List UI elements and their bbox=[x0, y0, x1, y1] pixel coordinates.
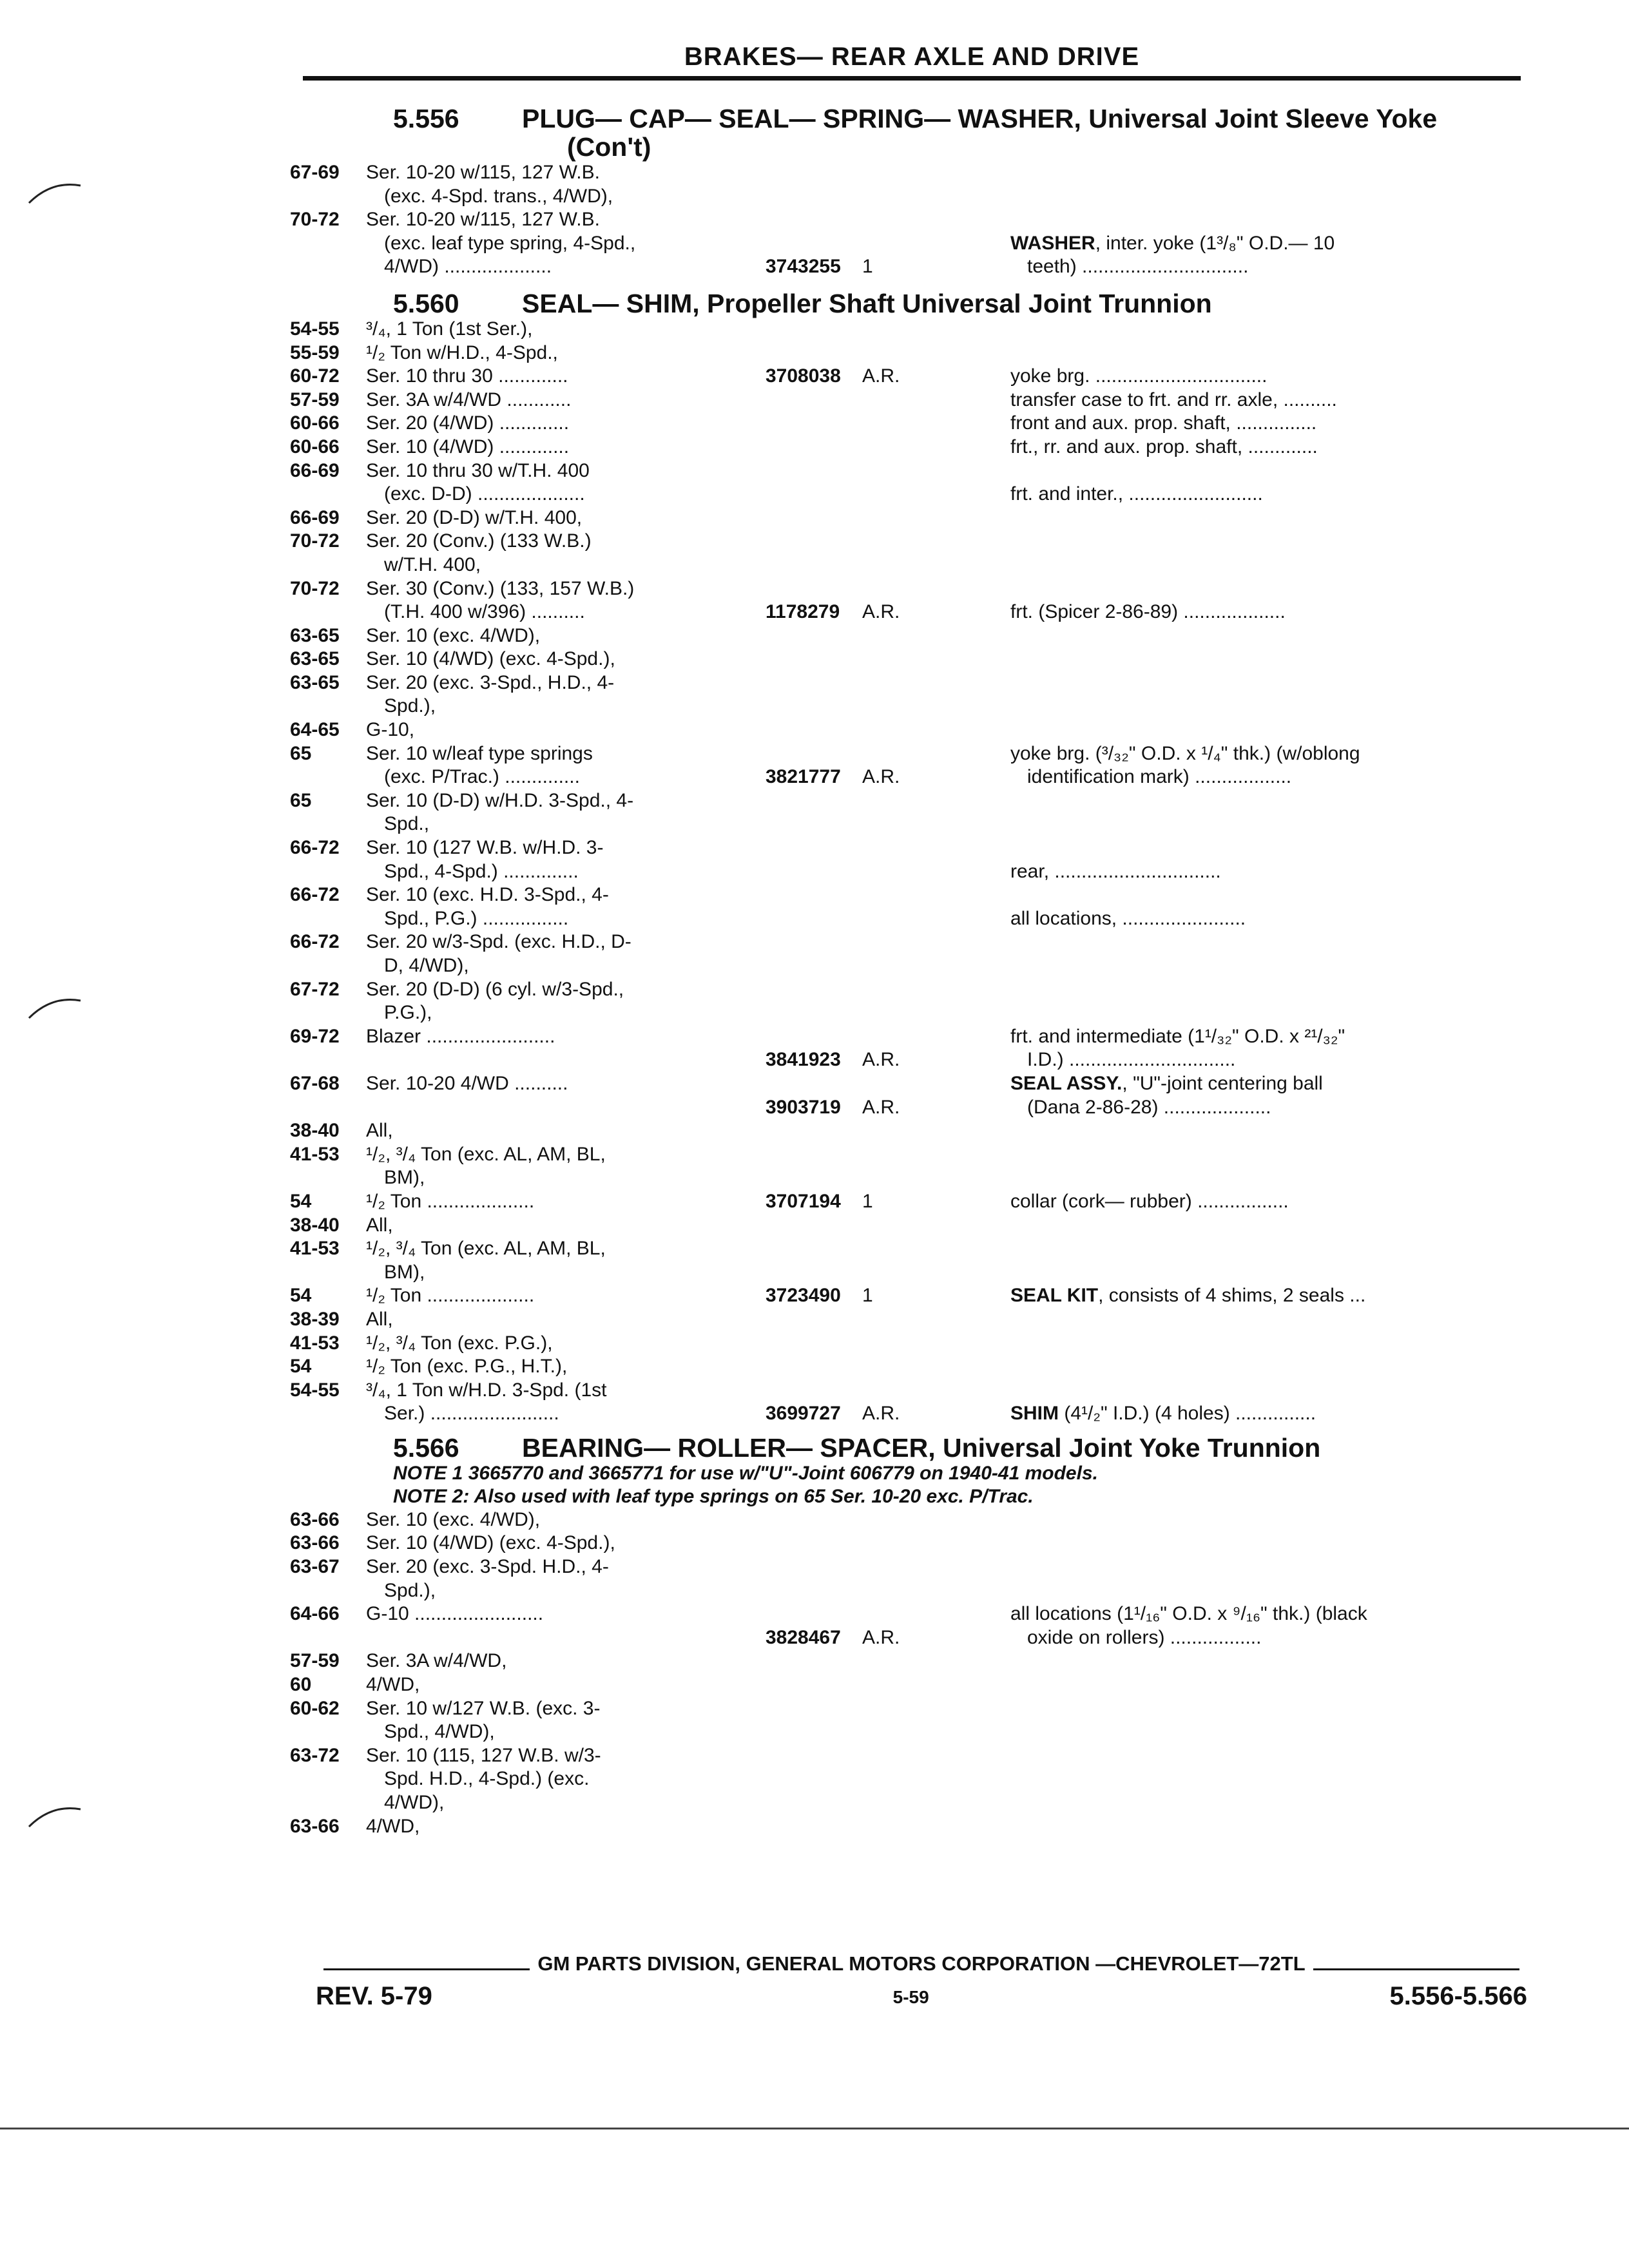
model-description bbox=[366, 1072, 701, 1096]
model-line: Spd. H.D., 4-Spd.) (exc. bbox=[384, 1768, 590, 1790]
part-description bbox=[1010, 1284, 1487, 1308]
footer-publisher: GM PARTS DIVISION, GENERAL MOTORS CORPORATION —CHEVROLET—72TL bbox=[537, 1952, 1306, 1975]
model-line: Ser. 10 (4/WD) (exc. 4-Spd.), bbox=[366, 1532, 615, 1554]
section-number: 5.556 bbox=[393, 104, 459, 133]
year-range: 70-72 bbox=[290, 577, 340, 599]
model-line: Ser. 10-20 w/115, 127 W.B. bbox=[366, 209, 600, 231]
part-description bbox=[1010, 1402, 1487, 1426]
table-row bbox=[290, 1214, 1527, 1238]
model-description bbox=[366, 459, 701, 506]
model-description bbox=[366, 412, 701, 436]
model-description bbox=[366, 930, 701, 977]
section-heading bbox=[290, 104, 1527, 161]
model-line: ¹/₂, ³/₄ Ton (exc. P.G.), bbox=[366, 1332, 553, 1354]
model-line: ¹/₂, ³/₄ Ton (exc. AL, AM, BL, bbox=[366, 1143, 606, 1165]
model-description bbox=[366, 1815, 701, 1839]
description-line: WASHER, inter. yoke (1³/₈" O.D.— 10 bbox=[1010, 232, 1335, 254]
model-line: Ser. 10 (exc. 4/WD), bbox=[366, 624, 541, 646]
section-5566 bbox=[290, 1434, 1527, 1838]
model-description bbox=[366, 1744, 701, 1815]
year-range: 38-40 bbox=[290, 1120, 340, 1142]
model-line: Ser. 30 (Conv.) (133, 157 W.B.) bbox=[366, 577, 635, 599]
section-heading bbox=[290, 289, 1527, 318]
year-range: 41-53 bbox=[290, 1332, 340, 1354]
section-title-text: BEARING— ROLLER— SPACER, Universal Joint Yoke Trunnion bbox=[522, 1432, 1321, 1463]
year-range: 63-66 bbox=[290, 1508, 340, 1530]
year-range: 38-40 bbox=[290, 1214, 340, 1236]
part-description bbox=[1010, 365, 1487, 389]
year-range: 66-72 bbox=[290, 931, 340, 953]
section-title-text: PLUG— CAP— SEAL— SPRING— WASHER, Universal Joint Sleeve Yoke bbox=[522, 104, 1438, 133]
model-line: Blazer ........................ bbox=[366, 1025, 555, 1047]
part-description bbox=[1010, 232, 1487, 279]
quantity: A.R. bbox=[862, 766, 900, 788]
part-description bbox=[1010, 601, 1487, 624]
description-line: SEAL KIT, consists of 4 shims, 2 seals ... bbox=[1010, 1285, 1366, 1307]
model-line: Ser. 10-20 4/WD .......... bbox=[366, 1072, 568, 1094]
footer-bottom bbox=[316, 1982, 1527, 2011]
model-line: G-10, bbox=[366, 719, 415, 741]
catalog-content bbox=[290, 97, 1527, 1838]
table-row bbox=[290, 1119, 1527, 1143]
year-range: 67-72 bbox=[290, 978, 340, 1000]
part-description bbox=[1010, 1190, 1487, 1214]
description-line: rear, ............................... bbox=[1010, 860, 1221, 882]
table-row bbox=[290, 341, 1527, 365]
table-row bbox=[290, 1744, 1527, 1815]
model-line: Spd., P.G.) ................ bbox=[384, 907, 569, 929]
model-line: (exc. leaf type spring, 4-Spd., bbox=[384, 232, 636, 254]
year-range: 60 bbox=[290, 1674, 312, 1696]
description-line: transfer case to frt. and rr. axle, .......... bbox=[1010, 389, 1337, 410]
part-description bbox=[1010, 742, 1487, 789]
model-line: Ser. 10 (exc. H.D. 3-Spd., 4- bbox=[366, 884, 609, 906]
description-line: identification mark) .................. bbox=[1027, 766, 1292, 788]
year-range: 60-62 bbox=[290, 1697, 340, 1719]
section-continued: (Con't) bbox=[567, 132, 651, 162]
model-description bbox=[366, 978, 701, 1025]
table-row bbox=[290, 671, 1527, 718]
model-line: ¹/₂ Ton .................... bbox=[366, 1285, 535, 1307]
quantity: A.R. bbox=[862, 1049, 900, 1071]
model-line: Ser. 10 thru 30 w/T.H. 400 bbox=[366, 459, 590, 481]
table-row bbox=[290, 1308, 1527, 1332]
part-description bbox=[1010, 1072, 1487, 1119]
model-line: Spd.), bbox=[384, 695, 436, 717]
model-description bbox=[366, 1190, 701, 1214]
quantity: A.R. bbox=[862, 1403, 900, 1425]
year-range: 63-72 bbox=[290, 1744, 340, 1766]
model-line: ¹/₂, ³/₄ Ton (exc. AL, AM, BL, bbox=[366, 1238, 606, 1260]
model-description bbox=[366, 789, 701, 836]
table-row bbox=[290, 1673, 1527, 1697]
year-range: 66-72 bbox=[290, 884, 340, 906]
part-number: 3699727 bbox=[766, 1403, 841, 1425]
part-description bbox=[1010, 483, 1487, 506]
model-line: All, bbox=[366, 1308, 393, 1330]
model-line: Spd., bbox=[384, 813, 430, 835]
model-description bbox=[366, 671, 701, 718]
table-row bbox=[290, 1697, 1527, 1744]
year-range: 63-65 bbox=[290, 648, 340, 670]
model-description bbox=[366, 530, 701, 577]
model-description bbox=[366, 1379, 701, 1426]
model-description bbox=[366, 742, 701, 789]
model-description bbox=[366, 365, 701, 389]
model-line: Ser. 20 (D-D) (6 cyl. w/3-Spd., bbox=[366, 978, 624, 1000]
model-line: Ser. 10 (127 W.B. w/H.D. 3- bbox=[366, 837, 604, 859]
model-description bbox=[366, 161, 701, 208]
year-range: 67-69 bbox=[290, 162, 340, 183]
year-range: 57-59 bbox=[290, 1650, 340, 1672]
model-description bbox=[366, 718, 701, 742]
year-range: 60-72 bbox=[290, 365, 340, 387]
model-line: (exc. P/Trac.) .............. bbox=[384, 766, 580, 788]
model-description bbox=[366, 1649, 701, 1673]
parts-table bbox=[290, 161, 1527, 279]
table-row bbox=[290, 1379, 1527, 1426]
punch-hole-mark-1 bbox=[26, 180, 84, 206]
model-line: Ser. 20 (exc. 3-Spd., H.D., 4- bbox=[366, 671, 615, 693]
model-line: (exc. 4-Spd. trans., 4/WD), bbox=[384, 185, 613, 207]
table-row bbox=[290, 624, 1527, 648]
year-range: 64-66 bbox=[290, 1603, 340, 1625]
punch-hole-mark-3 bbox=[26, 1804, 84, 1830]
model-line: G-10 ........................ bbox=[366, 1603, 544, 1625]
model-line: Ser. 10 (4/WD) (exc. 4-Spd.), bbox=[366, 648, 615, 670]
model-line: ³/₄, 1 Ton (1st Ser.), bbox=[366, 318, 533, 340]
model-description bbox=[366, 208, 701, 279]
quantity: A.R. bbox=[862, 1626, 900, 1648]
year-range: 60-66 bbox=[290, 412, 340, 434]
table-row bbox=[290, 789, 1527, 836]
model-description bbox=[366, 1355, 701, 1379]
year-range: 67-68 bbox=[290, 1072, 340, 1094]
model-line: ³/₄, 1 Ton w/H.D. 3-Spd. (1st bbox=[366, 1379, 607, 1401]
model-description bbox=[366, 1308, 701, 1332]
table-row bbox=[290, 208, 1527, 279]
description-line: front and aux. prop. shaft, ............... bbox=[1010, 412, 1317, 434]
year-range: 63-66 bbox=[290, 1532, 340, 1554]
year-range: 66-69 bbox=[290, 506, 340, 528]
model-description bbox=[366, 341, 701, 365]
table-row bbox=[290, 1143, 1527, 1190]
table-row bbox=[290, 1025, 1527, 1072]
table-row bbox=[290, 836, 1527, 883]
year-range: 41-53 bbox=[290, 1143, 340, 1165]
model-description bbox=[366, 1332, 701, 1356]
description-line: SHIM (4¹/₂" I.D.) (4 holes) ............... bbox=[1010, 1403, 1316, 1425]
model-description bbox=[366, 624, 701, 648]
table-row bbox=[290, 577, 1527, 624]
part-number: 3903719 bbox=[766, 1096, 841, 1118]
model-line: P.G.), bbox=[384, 1002, 432, 1024]
description-line: frt. and intermediate (1¹/₃₂" O.D. x ²¹/₃₂" bbox=[1010, 1025, 1345, 1047]
model-line: Ser. 3A w/4/WD, bbox=[366, 1650, 507, 1672]
part-description bbox=[1010, 860, 1487, 884]
description-line: oxide on rollers) ................. bbox=[1027, 1626, 1262, 1648]
model-line: Spd., 4/WD), bbox=[384, 1721, 495, 1743]
part-description bbox=[1010, 1025, 1487, 1072]
punch-hole-mark-2 bbox=[26, 995, 84, 1021]
year-range: 55-59 bbox=[290, 341, 340, 363]
table-row bbox=[290, 883, 1527, 930]
year-range: 65 bbox=[290, 742, 312, 764]
model-description bbox=[366, 436, 701, 459]
model-line: Ser. 10 (115, 127 W.B. w/3- bbox=[366, 1744, 601, 1766]
footer-rule-right bbox=[1313, 1956, 1519, 1970]
year-range: 54-55 bbox=[290, 1379, 340, 1401]
model-line: D, 4/WD), bbox=[384, 955, 469, 976]
model-description bbox=[366, 318, 701, 341]
part-name: SEAL KIT bbox=[1010, 1285, 1099, 1307]
table-row bbox=[290, 1815, 1527, 1839]
section-notes bbox=[290, 1462, 1527, 1508]
part-number: 3841923 bbox=[766, 1049, 841, 1071]
table-row bbox=[290, 648, 1527, 671]
model-line: 4/WD), bbox=[384, 1792, 445, 1813]
model-line: Ser. 20 (4/WD) ............. bbox=[366, 412, 570, 434]
model-line: Ser. 20 w/3-Spd. (exc. H.D., D- bbox=[366, 931, 631, 953]
model-description bbox=[366, 1119, 701, 1143]
part-name: SHIM bbox=[1010, 1403, 1059, 1425]
part-number: 3828467 bbox=[766, 1626, 841, 1648]
year-range: 60-66 bbox=[290, 436, 340, 457]
table-row bbox=[290, 978, 1527, 1025]
table-row bbox=[290, 318, 1527, 341]
model-description bbox=[366, 389, 701, 412]
quantity: A.R. bbox=[862, 365, 900, 387]
year-range: 63-67 bbox=[290, 1556, 340, 1578]
quantity: A.R. bbox=[862, 601, 900, 623]
model-line: Ser. 3A w/4/WD ............ bbox=[366, 389, 572, 410]
description-line: (Dana 2-86-28) .................... bbox=[1027, 1096, 1271, 1118]
table-row bbox=[290, 412, 1527, 436]
table-row bbox=[290, 742, 1527, 789]
model-line: BM), bbox=[384, 1167, 425, 1189]
year-range: 63-66 bbox=[290, 1815, 340, 1837]
year-range: 69-72 bbox=[290, 1025, 340, 1047]
model-description bbox=[366, 506, 701, 530]
year-range: 38-39 bbox=[290, 1308, 340, 1330]
note-2: NOTE 2: Also used with leaf type springs on 65 Ser. 10-20 exc. P/Trac. bbox=[393, 1485, 1034, 1507]
table-row bbox=[290, 161, 1527, 208]
model-description bbox=[366, 1214, 701, 1238]
part-name: WASHER bbox=[1010, 232, 1095, 254]
year-range: 54-55 bbox=[290, 318, 340, 340]
model-line: 4/WD, bbox=[366, 1815, 420, 1837]
quantity: 1 bbox=[862, 256, 873, 278]
model-description bbox=[366, 883, 701, 930]
page-header bbox=[303, 39, 1521, 81]
table-row bbox=[290, 718, 1527, 742]
table-row bbox=[290, 365, 1527, 389]
year-range: 64-65 bbox=[290, 719, 340, 741]
description-line: teeth) ............................... bbox=[1027, 256, 1249, 278]
model-line: w/T.H. 400, bbox=[384, 553, 481, 575]
model-description bbox=[366, 1237, 701, 1284]
description-line: frt. (Spicer 2-86-89) ................... bbox=[1010, 601, 1286, 623]
year-range: 63-65 bbox=[290, 671, 340, 693]
model-description bbox=[366, 1555, 701, 1602]
description-line: all locations, ....................... bbox=[1010, 907, 1246, 929]
year-range: 66-72 bbox=[290, 837, 340, 859]
model-line: ¹/₂ Ton w/H.D., 4-Spd., bbox=[366, 341, 558, 363]
section-5560 bbox=[290, 289, 1527, 1426]
section-5556 bbox=[290, 104, 1527, 279]
table-row bbox=[290, 1284, 1527, 1308]
year-range: 66-69 bbox=[290, 459, 340, 481]
table-row bbox=[290, 1072, 1527, 1119]
part-description bbox=[1010, 1602, 1487, 1649]
footer-rule-left bbox=[323, 1956, 530, 1970]
table-row bbox=[290, 1332, 1527, 1356]
part-description bbox=[1010, 412, 1487, 436]
footer-publisher-line bbox=[316, 1952, 1527, 1975]
model-line: Ser. 10 (4/WD) ............. bbox=[366, 436, 570, 457]
parts-table bbox=[290, 1508, 1527, 1838]
year-range: 65 bbox=[290, 789, 312, 811]
part-description bbox=[1010, 436, 1487, 459]
year-range: 41-53 bbox=[290, 1238, 340, 1260]
page-number: 5-59 bbox=[892, 1987, 929, 2007]
table-row bbox=[290, 1555, 1527, 1602]
model-description bbox=[366, 1697, 701, 1744]
model-description bbox=[366, 1284, 701, 1308]
section-title bbox=[522, 104, 1527, 161]
table-row bbox=[290, 1649, 1527, 1673]
model-line: Ser. 10 w/leaf type springs bbox=[366, 742, 593, 764]
model-line: Spd.), bbox=[384, 1579, 436, 1601]
table-row bbox=[290, 506, 1527, 530]
table-row bbox=[290, 1190, 1527, 1214]
model-description bbox=[366, 577, 701, 624]
model-description bbox=[366, 1025, 701, 1049]
model-description bbox=[366, 836, 701, 883]
note-1: NOTE 1 3665770 and 3665771 for use w/"U"-Joint 606779 on 1940-41 models. bbox=[393, 1462, 1098, 1484]
quantity: 1 bbox=[862, 1285, 873, 1307]
model-line: Ser.) ........................ bbox=[384, 1403, 559, 1425]
model-description bbox=[366, 1602, 701, 1626]
part-number: 1178279 bbox=[766, 601, 840, 623]
bottom-rule bbox=[0, 2128, 1629, 2129]
table-row bbox=[290, 1355, 1527, 1379]
model-description bbox=[366, 1508, 701, 1532]
part-number: 3743255 bbox=[766, 256, 841, 278]
section-number: 5.560 bbox=[393, 288, 459, 318]
model-line: Ser. 10 thru 30 ............. bbox=[366, 365, 568, 387]
table-row bbox=[290, 1508, 1527, 1532]
year-range: 63-65 bbox=[290, 624, 340, 646]
table-row bbox=[290, 930, 1527, 977]
year-range: 70-72 bbox=[290, 209, 340, 231]
table-row bbox=[290, 530, 1527, 577]
model-line: ¹/₂ Ton (exc. P.G., H.T.), bbox=[366, 1356, 568, 1378]
model-line: 4/WD) .................... bbox=[384, 256, 552, 278]
model-line: Ser. 10 w/127 W.B. (exc. 3- bbox=[366, 1697, 601, 1719]
description-line: all locations (1¹/₁₆" O.D. x ⁹/₁₆" thk.) (black bbox=[1010, 1603, 1367, 1625]
year-range: 70-72 bbox=[290, 530, 340, 552]
year-range: 54 bbox=[290, 1190, 312, 1212]
model-description bbox=[366, 1532, 701, 1555]
description-line: frt., rr. and aux. prop. shaft, ............. bbox=[1010, 436, 1318, 457]
part-number: 3723490 bbox=[766, 1285, 841, 1307]
model-line: ¹/₂ Ton .................... bbox=[366, 1190, 535, 1212]
model-line: (T.H. 400 w/396) .......... bbox=[384, 601, 585, 623]
page-title: BRAKES— REAR AXLE AND DRIVE bbox=[684, 43, 1140, 71]
table-row bbox=[290, 1532, 1527, 1555]
table-row bbox=[290, 1237, 1527, 1284]
part-description bbox=[1010, 389, 1487, 412]
model-line: (exc. D-D) .................... bbox=[384, 483, 585, 505]
model-description bbox=[366, 1673, 701, 1697]
model-line: Spd., 4-Spd.) .............. bbox=[384, 860, 579, 882]
part-name: SEAL ASSY. bbox=[1010, 1072, 1123, 1094]
description-line: frt. and inter., ......................... bbox=[1010, 483, 1263, 505]
part-number: 3821777 bbox=[766, 766, 841, 788]
table-row bbox=[290, 436, 1527, 459]
description-line: SEAL ASSY., "U"-joint centering ball bbox=[1010, 1072, 1323, 1094]
section-range: 5.556-5.566 bbox=[1389, 1982, 1527, 2010]
part-number: 3708038 bbox=[766, 365, 841, 387]
table-row bbox=[290, 1602, 1527, 1649]
part-number: 3707194 bbox=[766, 1190, 841, 1212]
description-line: collar (cork— rubber) ................. bbox=[1010, 1190, 1289, 1212]
model-line: All, bbox=[366, 1120, 393, 1142]
table-row bbox=[290, 389, 1527, 412]
description-line: I.D.) ............................... bbox=[1027, 1049, 1236, 1071]
model-line: Ser. 20 (Conv.) (133 W.B.) bbox=[366, 530, 592, 552]
model-line: Ser. 10-20 w/115, 127 W.B. bbox=[366, 162, 600, 183]
part-description bbox=[1010, 907, 1487, 931]
model-line: Ser. 10 (exc. 4/WD), bbox=[366, 1508, 541, 1530]
model-description bbox=[366, 1143, 701, 1190]
page-footer bbox=[316, 1952, 1527, 2011]
section-number: 5.566 bbox=[393, 1432, 459, 1463]
quantity: A.R. bbox=[862, 1096, 900, 1118]
model-line: Ser. 20 (exc. 3-Spd. H.D., 4- bbox=[366, 1556, 609, 1578]
year-range: 57-59 bbox=[290, 389, 340, 410]
year-range: 54 bbox=[290, 1285, 312, 1307]
model-line: Ser. 10 (D-D) w/H.D. 3-Spd., 4- bbox=[366, 789, 634, 811]
parts-table bbox=[290, 318, 1527, 1426]
section-title-text: SEAL— SHIM, Propeller Shaft Universal Joint Trunnion bbox=[522, 288, 1212, 318]
description-line: yoke brg. (³/₃₂" O.D. x ¹/₄" thk.) (w/oblong bbox=[1010, 742, 1360, 764]
model-line: Ser. 20 (D-D) w/T.H. 400, bbox=[366, 506, 583, 528]
model-line: BM), bbox=[384, 1261, 425, 1283]
quantity: 1 bbox=[862, 1190, 873, 1212]
model-line: 4/WD, bbox=[366, 1674, 420, 1696]
model-line: All, bbox=[366, 1214, 393, 1236]
revision-label: REV. 5-79 bbox=[316, 1982, 432, 2010]
model-description bbox=[366, 648, 701, 671]
description-line: yoke brg. ................................ bbox=[1010, 365, 1268, 387]
section-heading bbox=[290, 1434, 1527, 1462]
year-range: 54 bbox=[290, 1356, 312, 1378]
table-row bbox=[290, 459, 1527, 506]
